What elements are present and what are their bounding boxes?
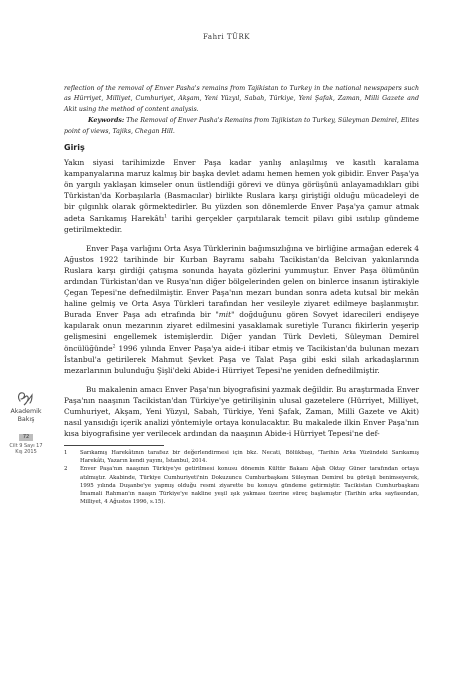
volume-issue: Cilt 9 Sayı 17 xyxy=(9,442,43,449)
abstract-text: reflection of the removal of Enver Pasha's remains from Tajikistan to Turkey in the national newspapers such as Hürriyet, Milliyet, Cumhuriyet, Akşam, Yeni Yüzyıl, Sabah, Türkiye, Yeni Şafak, Zaman, Milli Gazete and Akit using the method of content analysis. xyxy=(64,85,419,113)
page-content xyxy=(64,84,419,506)
paragraph-2-part-c: 1996 yılında Enver Paşa'ya aide-i itibar etmiş ve Tacikistan'da bulunan mezarı İstanbul'a getirilerek Mahmut Şevket Paşa ve Talat Paşa gibi eski silah arkadaşlarının mezarlarının bulunduğu Şişli'deki Abide-i Hürriyet Tepesi'ne yeniden defnedilmiştir. xyxy=(64,343,419,375)
keywords-text: The Removal of Enver Pasha's Remains from Tajikistan to Turkey, Süleyman Demirel, Elites point of views, Tajiks, Chegan Hill. xyxy=(64,117,419,135)
paragraph-2-part-b: doğduğunu gören Sovyet idarecileri endişeye kapılarak onun mezarının ziyaret edilmesini yasaklamak suretiyle Turancı fikirlerin yeşerip gelişmesini engellemek istemişlerdir. Diğer yandan Türk Devleti, Süleyman Demirel öncülüğünde xyxy=(64,310,420,353)
header-author: Fahri TÜRK xyxy=(203,33,250,41)
footnote-divider xyxy=(64,445,164,446)
keywords xyxy=(64,116,419,137)
footnote-1 xyxy=(64,449,419,465)
section-heading: Giriş xyxy=(64,143,85,153)
footnote-text: Sarıkamış Harekâtının tarafsız bir değerlendirmesi için bkz. Necati, Bölükbaşı, 'Tarihin Arka Yüzündeki Sarıkamış Harekâtı, Yazarın kendi yayını, İstanbul, 2014. xyxy=(80,450,419,465)
footnote-ref-1: 1 xyxy=(164,214,168,220)
journal-name-line2: Bakış xyxy=(17,415,35,423)
journal-name-line1: Akademik xyxy=(10,408,42,415)
paragraph-2-quote: "mit" xyxy=(215,310,235,320)
footnote-ref-2: 2 xyxy=(112,344,116,350)
keywords-label: Keywords: xyxy=(88,117,125,125)
paragraph-1-part-a: Yakın siyasi tarihimizde Enver Paşa kadar yanlış anlaşılmış ve kasıtlı karalama kampanyalarına maruz kalmış bir başka devlet adamı hemen hemen yok gibidir. Enver Paşa'ya ön yargılı yaklaşan kimseler onun üstlendiği görevi ve dünya görüşünü anlayamadıkları gibi Türkistan'da Korbaşılarla (Basmacılar) birlikte Ruslara karşı giriştiği olduğu mücadeleyi de bir çılgınlık olarak görmektedirler. Bu yüzden son dönemlerde Enver Paşa'ya çamur atmak adeta Sarıkamış Harekâtı xyxy=(64,158,419,223)
footnote-number: 2 xyxy=(64,466,68,473)
paragraph-2-part-a: Enver Paşa varlığını Orta Asya Türklerinin bağımsızlığına ve birliğine armağan ederek 4 Ağustos 1922 tarihinde bir Kurban Bayramı sabahı Tacikistan'da Belcivan yakınlarında Ruslara karşı girdiği çatışma sonunda hayata gözlerini yummuştur. Enver Paşa ölümünün ardından Türkistan'dan ve Rusya'nın diğer bölgelerinden gelen on binlerce insanın iştirakiyle Çegan Tepesi'ne defnedilmiştir. Enver Paşa'nın mezarı bundan sonra adeta kutsal bir mekân haline gelmiş ve Orta Asya Türkleri tarafından her vesileyle ziyaret edilmeye başlanmıştır. Burada Enver Paşa adı etrafında bir xyxy=(64,243,419,320)
page-number: 72 xyxy=(19,434,33,441)
footnote-text: Enver Paşa'nın naaşının Türkiye'ye getirilmesi konusu dönemin Kültür Bakanı Ağah Oktay Güner tarafından ortaya atılmıştır. Akabinde, Türkiye Cumhuriyeti'nin Dokuzuncu Cumhurbaşkanı Süleyman Demirel bu görüşü benimseyerek, 1995 yılında Duşanbe'ye yapmış olduğu resmi ziyarette bu konuyu gündeme getirmiştir. Tacikistan Cumhurbaşkanı İmamali Rahman'ın naaşın Türkiye'ye nakline yeşil ışık yakması üzerine süreç başlamıştır (Tarihin arka sayfasından, Milliyet, 4 Ağustos 1996, s.15). xyxy=(80,466,419,505)
paragraph-1 xyxy=(64,157,419,235)
running-header xyxy=(0,33,453,41)
journal-sidebar xyxy=(6,390,46,456)
journal-logo-icon xyxy=(15,390,37,406)
paragraph-1-part-b: tarihi gerçekler çarpıtılarak temcit pilavı gibi ısıtılıp gündeme getirilmektedir. xyxy=(64,213,419,234)
paragraph-3: Bu makalenin amacı Enver Paşa'nın biyografisini yazmak değildir. Bu araştırmada Enver Paşa'nın naaşının Tacikistan'dan Türkiye'ye getirilişinin ulusal gazetelere (Hürriyet, Milliyet, Cumhuriyet, Akşam, Yeni Yüzyıl, Sabah, Türkiye, Yeni Şafak, Zaman, Milli Gazete ve Akit) nasıl yansıdığı içerik analizi yöntemiyle ortaya konulacaktır. Bu makalede ilkin Enver Paşa'nın kısa biyografisine yer verilecek ardından da naaşının Abide-i Hürriyet Tepesi'ne def- xyxy=(64,384,419,439)
season: Kış 2015 xyxy=(15,449,37,456)
paragraph-2 xyxy=(64,243,419,376)
footnote-2 xyxy=(64,465,419,505)
footnote-number: 1 xyxy=(64,450,68,457)
